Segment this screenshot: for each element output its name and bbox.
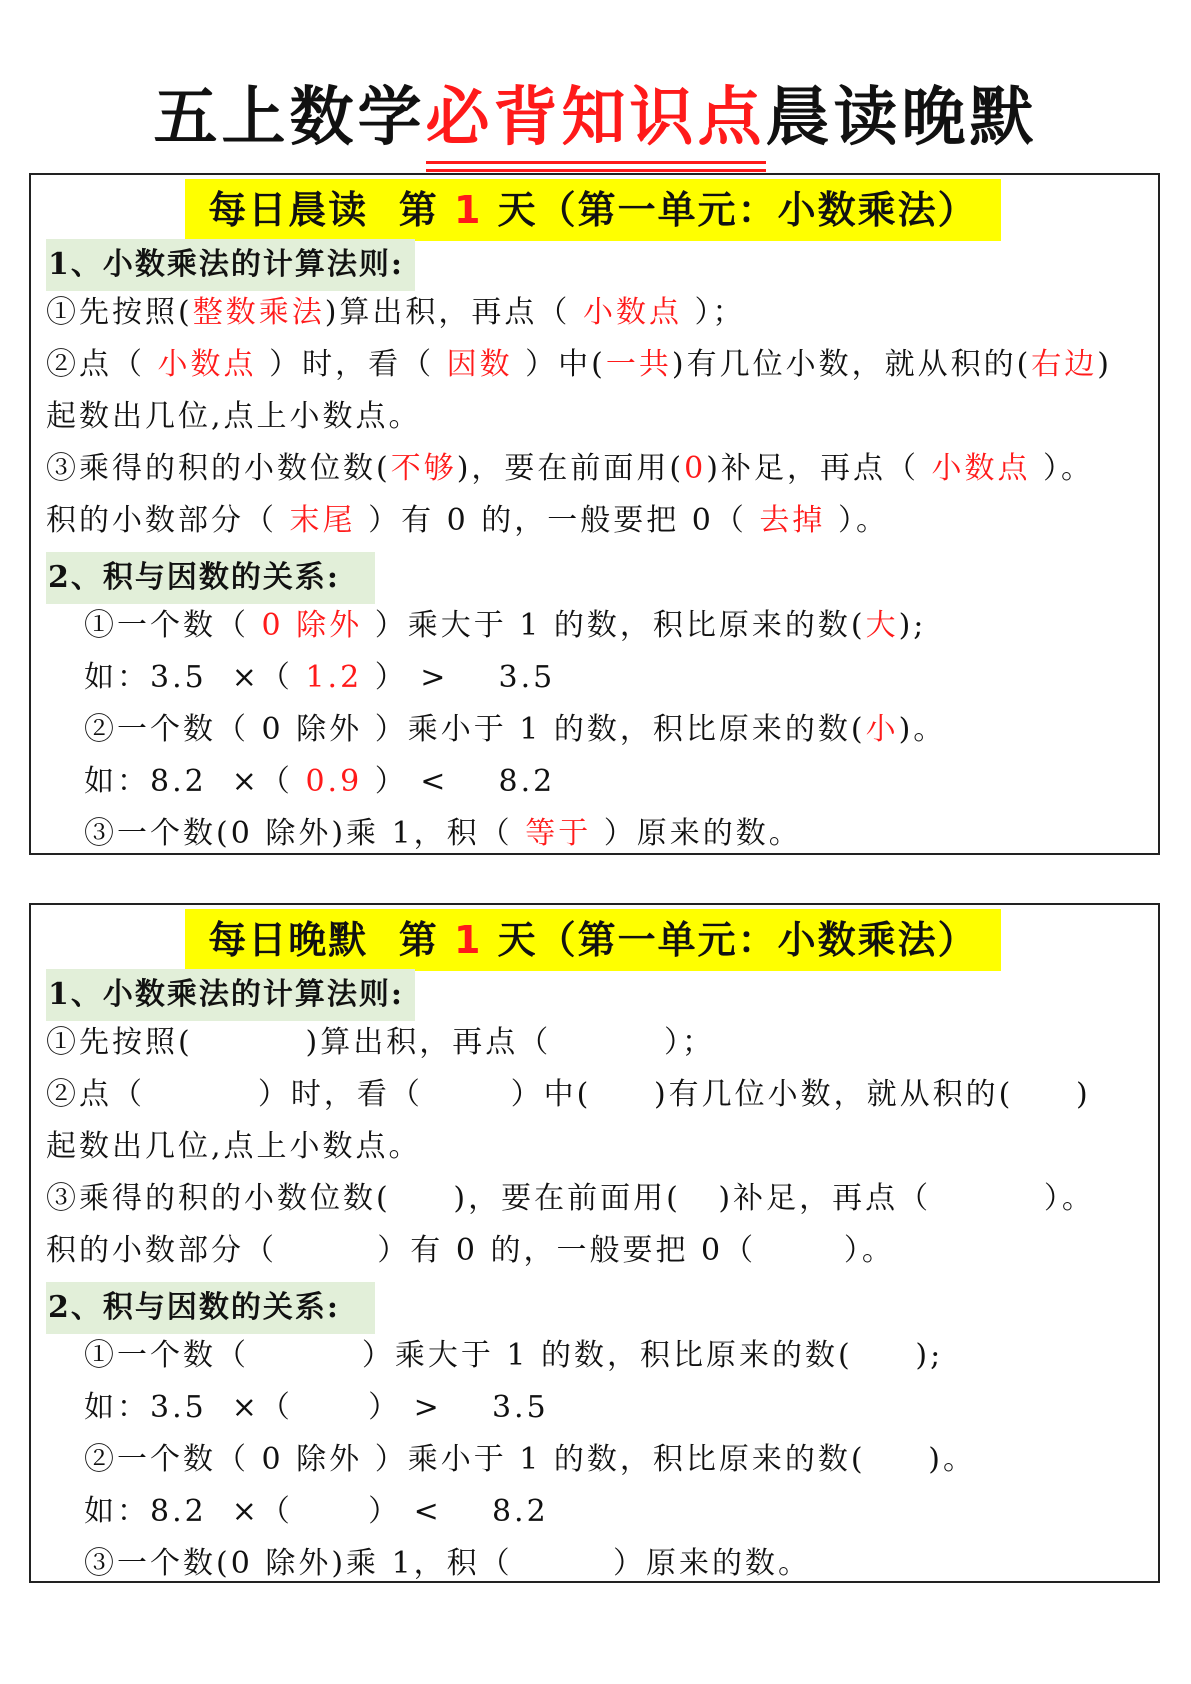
line-text: 积的小数部分（ xyxy=(46,503,290,538)
answer-text: 末尾 xyxy=(289,503,356,538)
answer-text: 小数点 xyxy=(157,347,257,382)
line-text: ③一个数(0 除外)乘 1，积（ ）原来的数。 xyxy=(84,1546,811,1581)
answer-text: 0 除外 xyxy=(261,608,363,643)
line-text: ）。 xyxy=(1030,451,1095,486)
line-text: ①一个数（ xyxy=(84,608,262,643)
relation-line xyxy=(84,1382,549,1434)
rule-line xyxy=(46,1017,715,1069)
morning-header xyxy=(185,179,1001,241)
line-text: 如：8.2 ×（ xyxy=(84,764,306,799)
line-text: ） < 8.2 xyxy=(362,764,556,799)
rule-line xyxy=(46,339,1112,391)
line-text: ③乘得的积的小数位数( )，要在前面用( )补足，再点（ ）。 xyxy=(46,1181,1095,1216)
page-title xyxy=(0,78,1191,164)
line-text: ）中( xyxy=(512,347,606,382)
rule-line xyxy=(46,1069,1091,1121)
line-text: ①先按照( )算出积，再点（ ）； xyxy=(46,1025,716,1060)
relation-line xyxy=(84,756,555,808)
line-text: ①先按照( xyxy=(46,295,193,330)
relation-line xyxy=(84,1330,943,1382)
answer-text: 大 xyxy=(865,608,899,643)
answer-text: 1.2 xyxy=(305,660,363,695)
line-text: ②一个数（ 0 除外 ）乘小于 1 的数，积比原来的数( xyxy=(84,712,866,747)
section-heading-2: 2、积与因数的关系: xyxy=(46,1282,375,1334)
answer-text: 一共 xyxy=(605,347,672,382)
answer-text: 去掉 xyxy=(759,503,826,538)
answer-text: 0 xyxy=(684,451,707,486)
morning-reading-box xyxy=(29,173,1160,855)
title-part-3: 晨读晚默 xyxy=(765,81,1038,155)
rule-line xyxy=(46,443,1094,495)
line-text: )补足，再点（ xyxy=(706,451,932,486)
answer-text: 小数点 xyxy=(931,451,1031,486)
line-text: ）乘大于 1 的数，积比原来的数( xyxy=(362,608,866,643)
line-text: ②一个数（ 0 除外 ）乘小于 1 的数，积比原来的数( )。 xyxy=(84,1442,976,1477)
line-text: ）原来的数。 xyxy=(591,816,802,851)
line-text: )。 xyxy=(898,712,947,747)
rule-line xyxy=(46,1173,1095,1225)
line-text: ①一个数（ ）乘大于 1 的数，积比原来的数( ); xyxy=(84,1338,944,1373)
line-text: 起数出几位,点上小数点。 xyxy=(46,399,422,434)
line-text: ）有 0 的，一般要把 0（ xyxy=(355,503,760,538)
line-text: ）。 xyxy=(825,503,889,538)
line-text: ③乘得的积的小数位数( xyxy=(46,451,391,486)
header-post: 天（第一单元：小数乘法） xyxy=(482,918,978,962)
rule-line xyxy=(46,1121,422,1173)
line-text: )，要在前面用( xyxy=(456,451,685,486)
header-pre: 每日晨读 第 xyxy=(208,188,454,232)
line-text: )有几位小数，就从积的( xyxy=(671,347,1032,382)
line-text: ); xyxy=(898,608,927,643)
section-heading-1: 1、小数乘法的计算法则: xyxy=(46,239,415,291)
rule-line xyxy=(46,391,422,443)
line-text: ) xyxy=(1097,347,1113,382)
header-day: 1 xyxy=(454,188,483,232)
header-post: 天（第一单元：小数乘法） xyxy=(482,188,978,232)
answer-text: 因数 xyxy=(446,347,513,382)
line-text: )算出积，再点（ xyxy=(324,295,583,330)
title-part-1: 五上数学 xyxy=(153,81,426,155)
answer-text: 0.9 xyxy=(305,764,363,799)
answer-text: 不够 xyxy=(390,451,457,486)
rule-line xyxy=(46,495,889,547)
evening-header xyxy=(185,909,1001,971)
rule-line xyxy=(46,287,746,339)
line-text: 如：3.5 ×（ xyxy=(84,660,306,695)
answer-text: 小数点 xyxy=(582,295,682,330)
relation-line xyxy=(84,1486,549,1538)
section-heading-2: 2、积与因数的关系: xyxy=(46,552,375,604)
line-text: ）； xyxy=(681,295,746,330)
line-text: ③一个数(0 除外)乘 1，积（ xyxy=(84,816,526,851)
line-text: ） > 3.5 xyxy=(362,660,556,695)
line-text: ②点（ ）时，看（ ）中( )有几位小数，就从积的( ) xyxy=(46,1077,1091,1112)
line-text: 如：8.2 ×（ ） < 8.2 xyxy=(84,1494,549,1529)
line-text: ②点（ xyxy=(46,347,158,382)
rule-line xyxy=(46,1225,895,1277)
relation-line xyxy=(84,704,946,756)
relation-line xyxy=(84,1538,811,1590)
title-highlight: 必背知识点 xyxy=(426,78,766,164)
line-text: 起数出几位,点上小数点。 xyxy=(46,1129,422,1164)
relation-line xyxy=(84,808,802,860)
relation-line xyxy=(84,600,926,652)
answer-text: 等于 xyxy=(525,816,592,851)
line-text: 如：3.5 ×（ ） > 3.5 xyxy=(84,1390,549,1425)
header-pre: 每日晚默 第 xyxy=(208,918,454,962)
answer-text: 右边 xyxy=(1031,347,1098,382)
line-text: 积的小数部分（ ）有 0 的，一般要把 0（ ）。 xyxy=(46,1233,895,1268)
answer-text: 小 xyxy=(865,712,899,747)
relation-line xyxy=(84,652,555,704)
section-heading-1: 1、小数乘法的计算法则: xyxy=(46,969,415,1021)
evening-recall-box xyxy=(29,903,1160,1583)
line-text: ）时，看（ xyxy=(256,347,447,382)
answer-text: 整数乘法 xyxy=(192,295,325,330)
header-day: 1 xyxy=(454,918,483,962)
relation-line xyxy=(84,1434,976,1486)
